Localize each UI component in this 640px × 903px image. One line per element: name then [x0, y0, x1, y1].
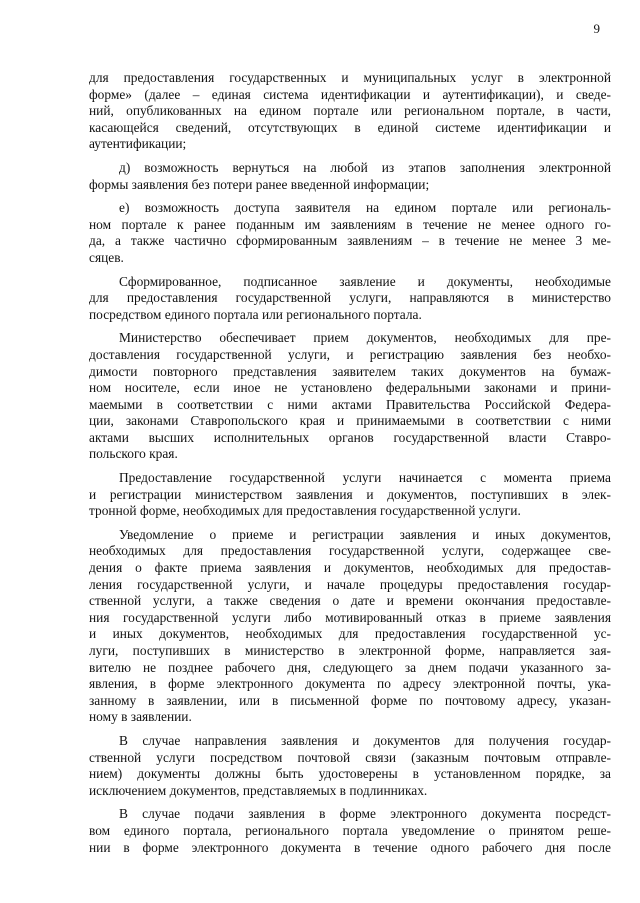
text-line: ции, законами Ставропольского края и принимаемыми в соответствии с ними — [89, 413, 611, 429]
paragraph — [89, 274, 611, 324]
text-line: Предоставление государственной услуги начинается с момента приема — [119, 470, 611, 486]
text-line: луги, поступивших в министерство в электронной форме, направляется зая- — [89, 643, 611, 658]
text-line: актами высших исполнительных органов государственной власти Ставро- — [89, 429, 611, 445]
text-line: тронной форме, необходимых для предоставления государственной услуги. — [89, 503, 521, 519]
text-line: Министерство обеспечивает прием документов, необходимых для пре- — [119, 330, 611, 346]
text-line: сяцев. — [89, 249, 124, 265]
document-body — [89, 70, 611, 856]
page-number: 9 — [593, 21, 600, 36]
paragraph — [89, 733, 611, 799]
paragraph — [89, 470, 611, 520]
text-line: явления, в форме электронного документа по адресу электронной почты, ука- — [89, 676, 611, 692]
text-line: ний, опубликованных на едином портале или региональном портале, в части, — [89, 103, 611, 119]
paragraph — [89, 330, 611, 463]
text-line: для предоставления государственной услуги, направляются в министерство — [89, 290, 611, 306]
text-line: дения о факте приема заявления и документов, необходимых для предостав- — [89, 560, 611, 576]
text-line: ному в заявлении. — [89, 709, 192, 725]
text-line: доставления государственной услуги, и регистрацию заявления без необхо- — [89, 346, 611, 362]
text-line: и регистрации министерством заявления и документов, поступивших в элек- — [89, 486, 611, 502]
text-line: для предоставления государственных и муниципальных услуг в электронной — [89, 70, 611, 85]
text-line: маемыми в соответствии с ними актами Правительства Российской Федера- — [89, 396, 611, 412]
text-line: Уведомление о приеме и регистрации заявления и иных документов, — [119, 526, 611, 542]
paragraph — [89, 200, 611, 266]
text-line: занному в заявлении, или в письменной форме по почтовому адресу, указан- — [89, 692, 611, 708]
text-line: ственной услуги посредством почтовой связи (заказным почтовым отправле- — [89, 749, 611, 765]
text-line: исключением документов, представляемых в подлинниках. — [89, 782, 428, 798]
text-line: нии в форме электронного документа в течение одного рабочего дня после — [89, 839, 611, 855]
text-line: вителю не позднее рабочего дня, следующего за днем подачи указанного за- — [89, 659, 611, 675]
text-line: ления государственной услуги, и начале процедуры предоставления государ- — [89, 576, 611, 592]
text-line: ния государственной услуги либо мотивированный отказ в приеме заявления — [89, 609, 611, 625]
text-line: ном портале к ранее поданным им заявлениям в течение не менее одного го- — [89, 216, 611, 232]
text-line: да, а также частично сформированным заявлениям – в течение не менее 3 ме- — [89, 233, 611, 249]
text-line: ном носителе, если иное не установлено федеральными законами и прини- — [89, 380, 611, 396]
text-line: В случае направления заявления и документов для получения государ- — [119, 732, 611, 748]
text-line: димости повторного представления заявителем таких документов на бумаж- — [89, 363, 611, 379]
text-line: аутентификации; — [89, 136, 187, 152]
text-line: нием) документы должны быть удостоверены в установленном порядке, за — [89, 766, 611, 782]
text-line: и иных документов, необходимых для предоставления государственной ус- — [89, 626, 611, 642]
text-line: посредством единого портала или регионального портала. — [89, 306, 422, 322]
text-line: вом единого портала, регионального портала уведомление о принятом реше- — [89, 822, 611, 838]
text-line: д) возможность вернуться на любой из этапов заполнения электронной — [119, 159, 611, 175]
text-line: ственной услуги, а также сведения о дате и времени окончания предоставле- — [89, 593, 611, 609]
text-line: касающейся сведений, отсутствующих в единой системе идентификации и — [89, 119, 611, 135]
paragraph — [89, 160, 611, 193]
text-line: форме» (далее – единая система идентификации и аутентификации), и сведе- — [89, 86, 611, 102]
text-line: формы заявления без потери ранее введенной информации; — [89, 176, 430, 192]
text-line: В случае подачи заявления в форме электронного документа посредст- — [119, 806, 611, 822]
text-line: польского края. — [89, 446, 178, 462]
text-line: необходимых для предоставления государственной услуги, содержащее све- — [89, 543, 611, 559]
text-line: е) возможность доступа заявителя на едином портале или региональ- — [119, 200, 611, 216]
paragraph — [89, 527, 611, 726]
paragraph — [89, 806, 611, 856]
paragraph — [89, 70, 611, 153]
text-line: Сформированное, подписанное заявление и документы, необходимые — [119, 273, 611, 289]
